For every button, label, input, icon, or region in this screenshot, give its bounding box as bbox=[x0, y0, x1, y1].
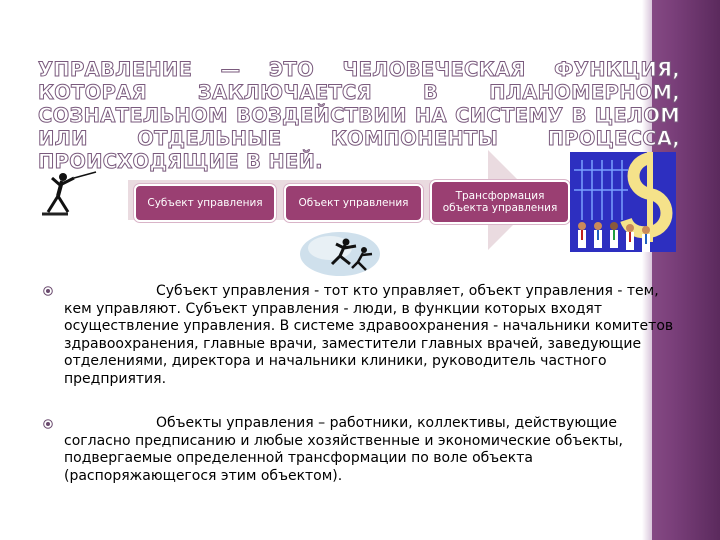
bullet-term: Объекты управления bbox=[156, 415, 314, 431]
transform-box bbox=[430, 180, 570, 224]
bullet-paragraph-subject bbox=[64, 283, 674, 388]
object-box bbox=[284, 184, 423, 222]
target-bullet-icon bbox=[43, 419, 53, 429]
bullet-text: – работники, коллективы, действующие согласно предписанию и любые хозяйственные и экономические объекты, подвергаемые определенной трансформации по воле объекта (распоряжающегося этим объектом). bbox=[64, 415, 624, 484]
runners-clipart-icon bbox=[300, 224, 386, 280]
fencer-clipart-icon bbox=[38, 168, 100, 218]
subject-box bbox=[134, 184, 276, 222]
object-box-label: Объект управления bbox=[298, 197, 409, 209]
bullet-text: - тот кто управляет, объект управления - тем, кем управляют. Субъект управления - люди, в функции которых входят осуществление управления. В системе здравоохранения - начальники комитетов здравоохранения, главные врачи, заместители главных врачей, заведующие отделениями, директора и начальники клиники, руководитель частного предприятия. bbox=[64, 283, 674, 387]
transform-box-label: Трансформация объекта управления bbox=[442, 190, 558, 214]
bullet-term: Субъект управления bbox=[156, 283, 310, 299]
target-bullet-icon bbox=[43, 286, 53, 296]
business-people-dollar-clipart-icon bbox=[568, 150, 678, 260]
subject-box-label: Субъект управления bbox=[147, 197, 263, 209]
slide-title-text: УПРАВЛЕНИЕ — ЭТО ЧЕЛОВЕЧЕСКАЯ ФУНКЦИЯ, КОТОРАЯ ЗАКЛЮЧАЕТСЯ В ПЛАНОМЕРНОМ, СОЗНАТЕЛЬНОМ ВОЗДЕЙСТВИИ НА СИСТЕМУ В ЦЕЛОМ ИЛИ ОТДЕЛЬНЫЕ КОМПОНЕНТЫ ПРОЦЕССА, ПРОИСХОДЯЩИЕ В НЕЙ. bbox=[38, 58, 680, 173]
bullet-paragraph-object bbox=[64, 415, 674, 485]
